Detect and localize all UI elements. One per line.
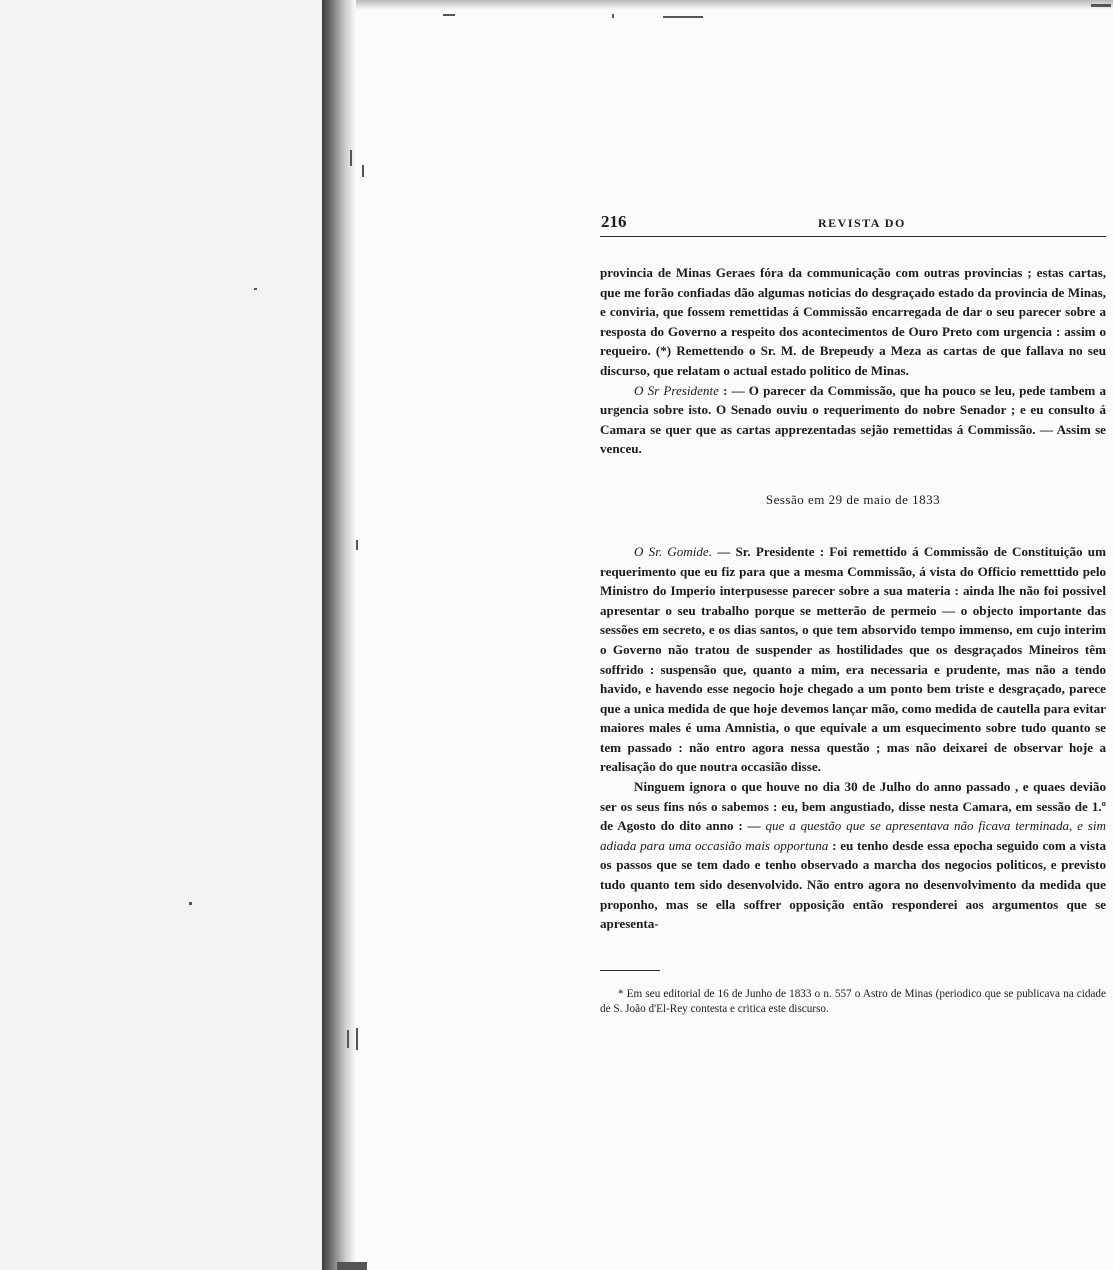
paragraph-continuation: provincia de Minas Geraes fóra da communicação com outras provincias ; estas cartas, que me forão confiadas dão algumas noticias do desgraçado estado da provincia de Minas, e conviria, que fossem remettidas á Commissão encarregada de dar o seu parecer sobre a resposta do Governo a respeito dos acontecimentos de Ouro Preto com urgencia : assim o requeiro. (*) Remettendo o Sr. M. de Brepeudy a Meza as cartas de que fallava no seu discurso, que relatam o actual estado politico de Minas.: [600, 265, 1106, 378]
section-title: Sessão em 29 de maio de 1833: [765, 491, 941, 507]
paragraph-gomide: [600, 542, 1106, 777]
book-spine-shadow: [322, 0, 356, 1270]
scan-speck: [350, 150, 352, 166]
scan-speck: [189, 902, 192, 905]
scan-speck: [347, 1030, 349, 1048]
scan-speck: [443, 14, 455, 16]
scan-speck: [356, 540, 358, 550]
scan-speck: [663, 16, 703, 18]
left-page-margin: [0, 0, 322, 1270]
paragraph-text: : eu tenho desde essa epocha seguido com a vista os passos que se tem dado e tenho observado a marcha dos negocios politicos, e previsto tudo quanto tem sido desenvolvido. Não entro agora no desenvolvimento da medida que proponho, mas se ella soffrer opposição então responderei aos argumentos que se apresenta-: [600, 837, 1106, 932]
scan-speck: [1091, 4, 1111, 7]
scan-speck: [356, 1028, 358, 1050]
scan-speck: [337, 1262, 367, 1270]
paragraph-text: Ninguem ignora o que houve no dia 30 de Julho do anno passado , e quaes devião ser os seus fins nós o sabemos : eu, bem angustiado, disse nesta Camara, em sessão de 1.º de Agosto do dito anno : —: [600, 779, 1106, 834]
scan-speck: [254, 288, 257, 290]
top-scan-shadow: [356, 0, 1113, 10]
footnote: * Em seu editorial de 16 de Junho de 1833 o n. 557 o Astro de Minas (periodico que se publicava na cidade de S. João d'El-Rey contesta e critica este discurso.: [600, 987, 1106, 1016]
speaker-name: O Sr Presidente: [634, 382, 719, 398]
paragraph-presidente: [600, 381, 1106, 459]
quoted-italic: que a questão que se apresentava não ficava terminada, e sim adiada para uma occasião mais opportuna: [600, 818, 1106, 853]
paragraph-ninguem: [600, 777, 1106, 934]
scan-speck: [362, 165, 364, 177]
running-head: [600, 210, 1106, 232]
running-title: REVISTA DO: [818, 216, 906, 230]
scan-speck: [612, 14, 614, 18]
speaker-name: O Sr. Gomide.: [634, 543, 713, 559]
paragraph-text: : — O parecer da Commissão, que ha pouco se leu, pede tambem a urgencia sobre isto. O Senado ouviu o requerimento do nobre Senador ; e eu consulto á Camara se quer que as cartas apprezentadas sejão remettidas á Commissão. — Assim se venceu.: [600, 382, 1106, 457]
page-number: 216: [601, 212, 627, 231]
book-page: [600, 210, 1106, 1018]
paragraph-text: — Sr. Presidente : Foi remettido á Commissão de Constituição um requerimento que eu fiz para que a mesma Commissão, á vista do Officio remetttido pelo Ministro do Imperio interpusesse parecer sobre a sua materia : ainda lhe não foi possivel apresentar o seu trabalho porque se metterão de permeio — o objecto importante das sessões em secreto, e os dias santos, o que tem absorvido tempo immenso, em cujo interim o Governo não tratou de suspender as hostilidades que os desgraçados Mineiros têm soffrido : suspensão que, quanto a mim, era necessaria e prudente, mas não a tendo havido, e havendo esse negocio hoje chegado a um ponto bem triste e desgraçado, parece que a unica medida de que hoje devemos lançar mão, como medida de cautella para evitar maiores males é uma Amnistia, o que equivale a um esquecimento sobre tudo quanto se tem passado : não entro agora nessa questão ; mas não deixarei de observar hoje a realisação do que noutra occasião disse.: [600, 543, 1106, 775]
